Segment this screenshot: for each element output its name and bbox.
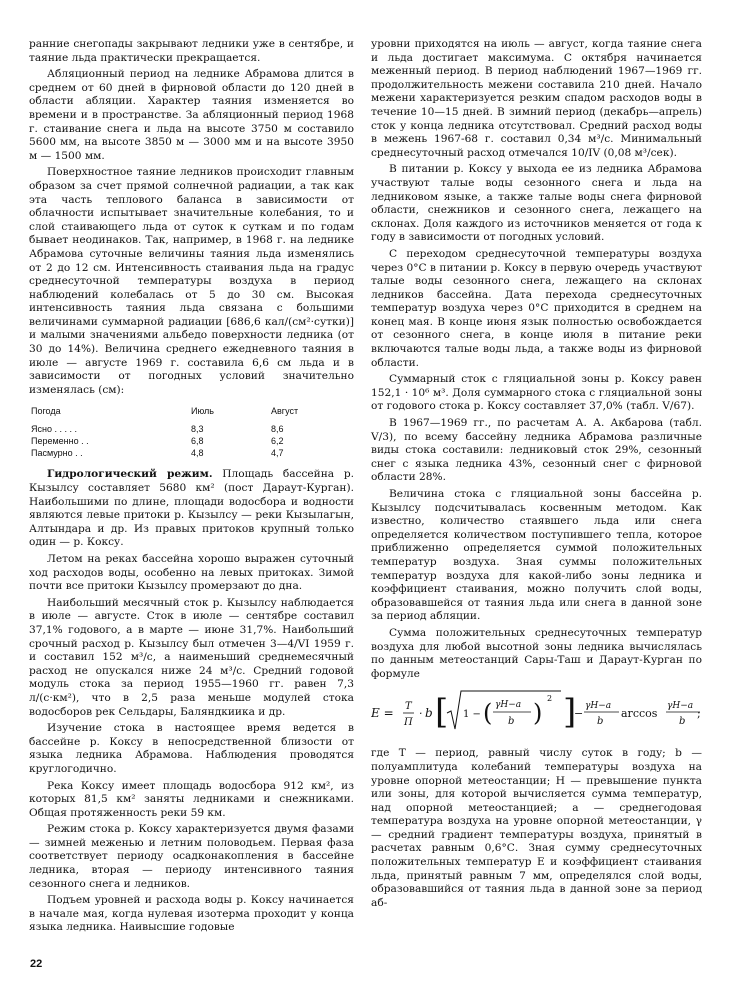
paragraph-text: Площадь бассейна р. Кызылсу составляет 5680 км² (пост Дараут-Курган). Наибольшими по длине, площади водосбора и водности являются левые притоки р. Кызылсу — реки Кызылагын, Алтындара и др. Из правых притоков крупный только один — р. Коксу.: [29, 468, 354, 549]
paragraph: С переходом среднесуточной температуры воздуха через 0°С в питании р. Коксу в первую очередь участвуют талые воды сезонного снега, лежащего на склонах ледников бассейна. Дата перехода среднесуточных температур воздуха через 0°С приходится в среднем на конец мая. В конце июня язык полностью освобождается от сезонного снега, в конце июля в питание реки включаются талые воды льда, а также воды из фирновой области.: [371, 247, 702, 369]
formula-bracket-right: ]: [563, 692, 577, 733]
formula-b4: b: [679, 716, 686, 728]
paragraph: Река Коксу имеет площадь водосбора 912 км², из которых 81,5 км² заняты ледниками и снежниками. Общая протяженность реки 59 км.: [29, 779, 354, 819]
table-header: Август: [271, 406, 299, 417]
paragraph: Режим стока р. Коксу характеризуется двумя фазами — зимней меженью и летним половодьем. Первая фаза соответствует периоду осадконакопления в бассейне ледника, вторая — периоду интенсивного таяния сезонного снега и ледников.: [29, 823, 354, 890]
formula-lhs: E =: [371, 706, 394, 721]
section-heading: Гидрологический режим.: [47, 468, 213, 481]
paragraph: уровни приходятся на июль — август, когда таяние снега и льда достигает максимума. С октября начинается меженный период. В период наблюдений 1967—1969 гг. продолжительность межени составила 210 дней. Начало межени характеризуется резким спадом расходов воды в течение 10—15 дней. В зимний период (декабрь—апрель) сток у конца ледника отсутствовал. Средний расход воды в межень 1967-68 г. составил 0,34 м³/с. Минимальный среднесуточный расход отмечался 10/IV (0,08 м³/сек).: [371, 38, 702, 159]
table-row: [31, 435, 331, 447]
paragraph: Сумма положительных среднесуточных температур воздуха для любой высотной зоны ледника вычислялась по данным метеостанций Сары-Таш и Дараут-Курган по формуле: [371, 626, 702, 680]
table-header-row: [31, 405, 331, 417]
table-cell: 8,3: [191, 424, 204, 435]
formula-b: b: [425, 706, 433, 721]
formula-bracket-left: [: [435, 692, 449, 733]
formula-arccos: arccos: [621, 707, 658, 721]
formula-exponent: 2: [547, 694, 553, 704]
table-cell: 6,2: [271, 436, 284, 447]
paragraph: где T — период, равный числу суток в году; b — полуамплитуда колебаний температуры воздуха на уровне опорной метеостанции; H — превышение пункта или зоны, для которой вычисляется сумма температур, над опорной метеостанцией; a — среднегодовая температура воздуха на уровне опорной метеостанции, γ — средний градиент температуры воздуха, принятый в расчетах равным 0,6°С. Зная сумму среднесуточных положительных температур E и коэффициент стаивания льда, принятый равным 7 мм, определялся слой воды, образовавшийся от таяния льда в данной зоне за период аб-: [371, 747, 702, 909]
paragraph: [29, 468, 354, 550]
paragraph: В 1967—1969 гг., по расчетам А. А. Акбарова (табл. V/3), по всему бассейну ледника Абрамова различные виды стока составили: ледниковый сток 29%, сезонный снег с языка ледника 43%, сезонный снег с фирновой области 28%.: [371, 417, 702, 484]
paragraph: Суммарный сток с гляциальной зоны р. Коксу равен 152,1 · 10⁶ м³. Доля суммарного стока с гляциальной зоны от годового стока р. Коксу составляет 37,0% (табл. V/67).: [371, 373, 702, 413]
table-cell: 6,8: [191, 436, 204, 447]
formula-gHa4: γH−a: [667, 701, 694, 712]
table-row: [31, 447, 331, 459]
formula-minus: −: [574, 707, 584, 721]
table-cell: 8,6: [271, 424, 284, 435]
paragraph: Изучение стока в настоящее время ведется в бассейне р. Коксу в непосредственной близости от языка ледника Абрамова. Наблюдения проводятся круглогодично.: [29, 722, 354, 775]
formula-gHa3: γH−a: [585, 701, 612, 712]
formula-Pi: П: [404, 717, 413, 729]
formula-tail: ;: [697, 707, 701, 721]
paragraph: Поверхностное таяние ледников происходит главным образом за счет прямой солнечной радиации, а так как эта часть теплового баланса в зависимости от облачности испытывает значительные колебания, то и слой стаивающего льда от суток к суткам и по годам бывает неодинаков. Так, например, в 1968 г. на леднике Абрамова суточные величины таяния льда изменялись от 2 до 12 см. Интенсивность стаивания льда на градус среднесуточной температуры воздуха в период наблюдений колебалась от 5 до 30 см. Высокая интенсивность таяния льда связана с большими величинами суммарной радиации [686,6 кал/(см²·сутки)] и малыми значениями альбедо поверхности ледника (от 30 до 14%). Величина среднего ежедневного таяния в июле — августе 1969 г. составила 6,6 см льда и в зависимости от погодных условий значительно изменялась (см):: [29, 166, 354, 396]
left-column: [29, 38, 354, 938]
paragraph: Величина стока с гляциальной зоны бассейна р. Кызылсу подсчитывалась косвенным методом. Как известно, количество стаявшего льда или снега определяется количеством поступившего тепла, которое приближенно определяется суммой положительных температур воздуха. Зная суммы положительных температур воздуха для какой-либо зоны ледника и коэффициент стаивания, можно получить слой воды, образовавшейся от таяния льда или снега в данной зоне за период абляции.: [371, 488, 702, 623]
table-cell: 4,7: [271, 448, 284, 459]
paragraph: В питании р. Коксу у выхода ее из ледника Абрамова участвуют талые воды сезонного снега и льда на ледниковом языке, а также талые воды снега фирновой области, снежников и сезонного снега, лежащего на склонах. Доля каждого из источников меняется от года к году в зависимости от погодных условий.: [371, 163, 702, 244]
formula-paren-left: (: [483, 699, 493, 728]
table-cell: 4,8: [191, 448, 204, 459]
paragraph: Летом на реках бассейна хорошо выражен суточный ход расходов воды, особенно на левых притоках. Зимой почти все притоки Кызылсу промерзают до дна.: [29, 553, 354, 593]
paragraph: Абляционный период на леднике Абрамова длится в среднем от 60 дней в фирновой области до 120 дней в области абляции. Характер таяния изменяется во времени и в пространстве. За абляционный период 1968 г. стаивание снега и льда на высоте 3750 м составило 5600 мм, на высоте 3850 м — 3000 мм и на высоте 3950 м — 1500 мм.: [29, 68, 354, 162]
table-cell: Пасмурно . .: [31, 448, 83, 459]
weather-melt-table: [31, 405, 331, 459]
table-cell: Ясно . . . . .: [31, 424, 77, 435]
table-header: Июль: [191, 406, 214, 417]
formula-b2: b: [508, 716, 515, 728]
right-column: [371, 38, 702, 913]
formula-one: 1 −: [463, 709, 481, 721]
paragraph: Подъем уровней и расхода воды р. Коксу начинается в начале мая, когда нулевая изотерма проходит у конца языка ледника. Наивысшие годовые: [29, 894, 354, 934]
table-cell: Переменно . .: [31, 436, 89, 447]
formula-gHa: γH−a: [495, 700, 522, 711]
table-row: [31, 423, 331, 435]
formula-dot: ·: [419, 707, 423, 721]
formula-b3: b: [597, 716, 604, 728]
formula-paren-right: ): [533, 699, 543, 728]
formula-graphic: [371, 687, 702, 739]
paragraph: Наибольший месячный сток р. Кызылсу наблюдается в июле — августе. Сток в июле — сентябре составил 37,1% годового, а в марте — июне 31,7%. Наибольший срочный расход р. Кызылсу был отмечен 3—4/VI 1959 г. и составил 152 м³/с, а наименьший среднемесячный расход не опускался ниже 24 м³/с. Средний годовой модуль стока за период 1955—1960 гг. равен 7,3 л/(с·км²), что в 2,5 раза меньше модулей стока водосборов рек Сельдары, Баляндкиика и др.: [29, 596, 354, 718]
paragraph: ранние снегопады закрывают ледники уже в сентябре, и таяние льда практически прекращается.: [29, 38, 354, 64]
formula-T: T: [405, 701, 412, 713]
temperature-sum-formula: [371, 687, 702, 739]
table-header: Погода: [31, 406, 61, 417]
page-number: 22: [30, 958, 43, 970]
